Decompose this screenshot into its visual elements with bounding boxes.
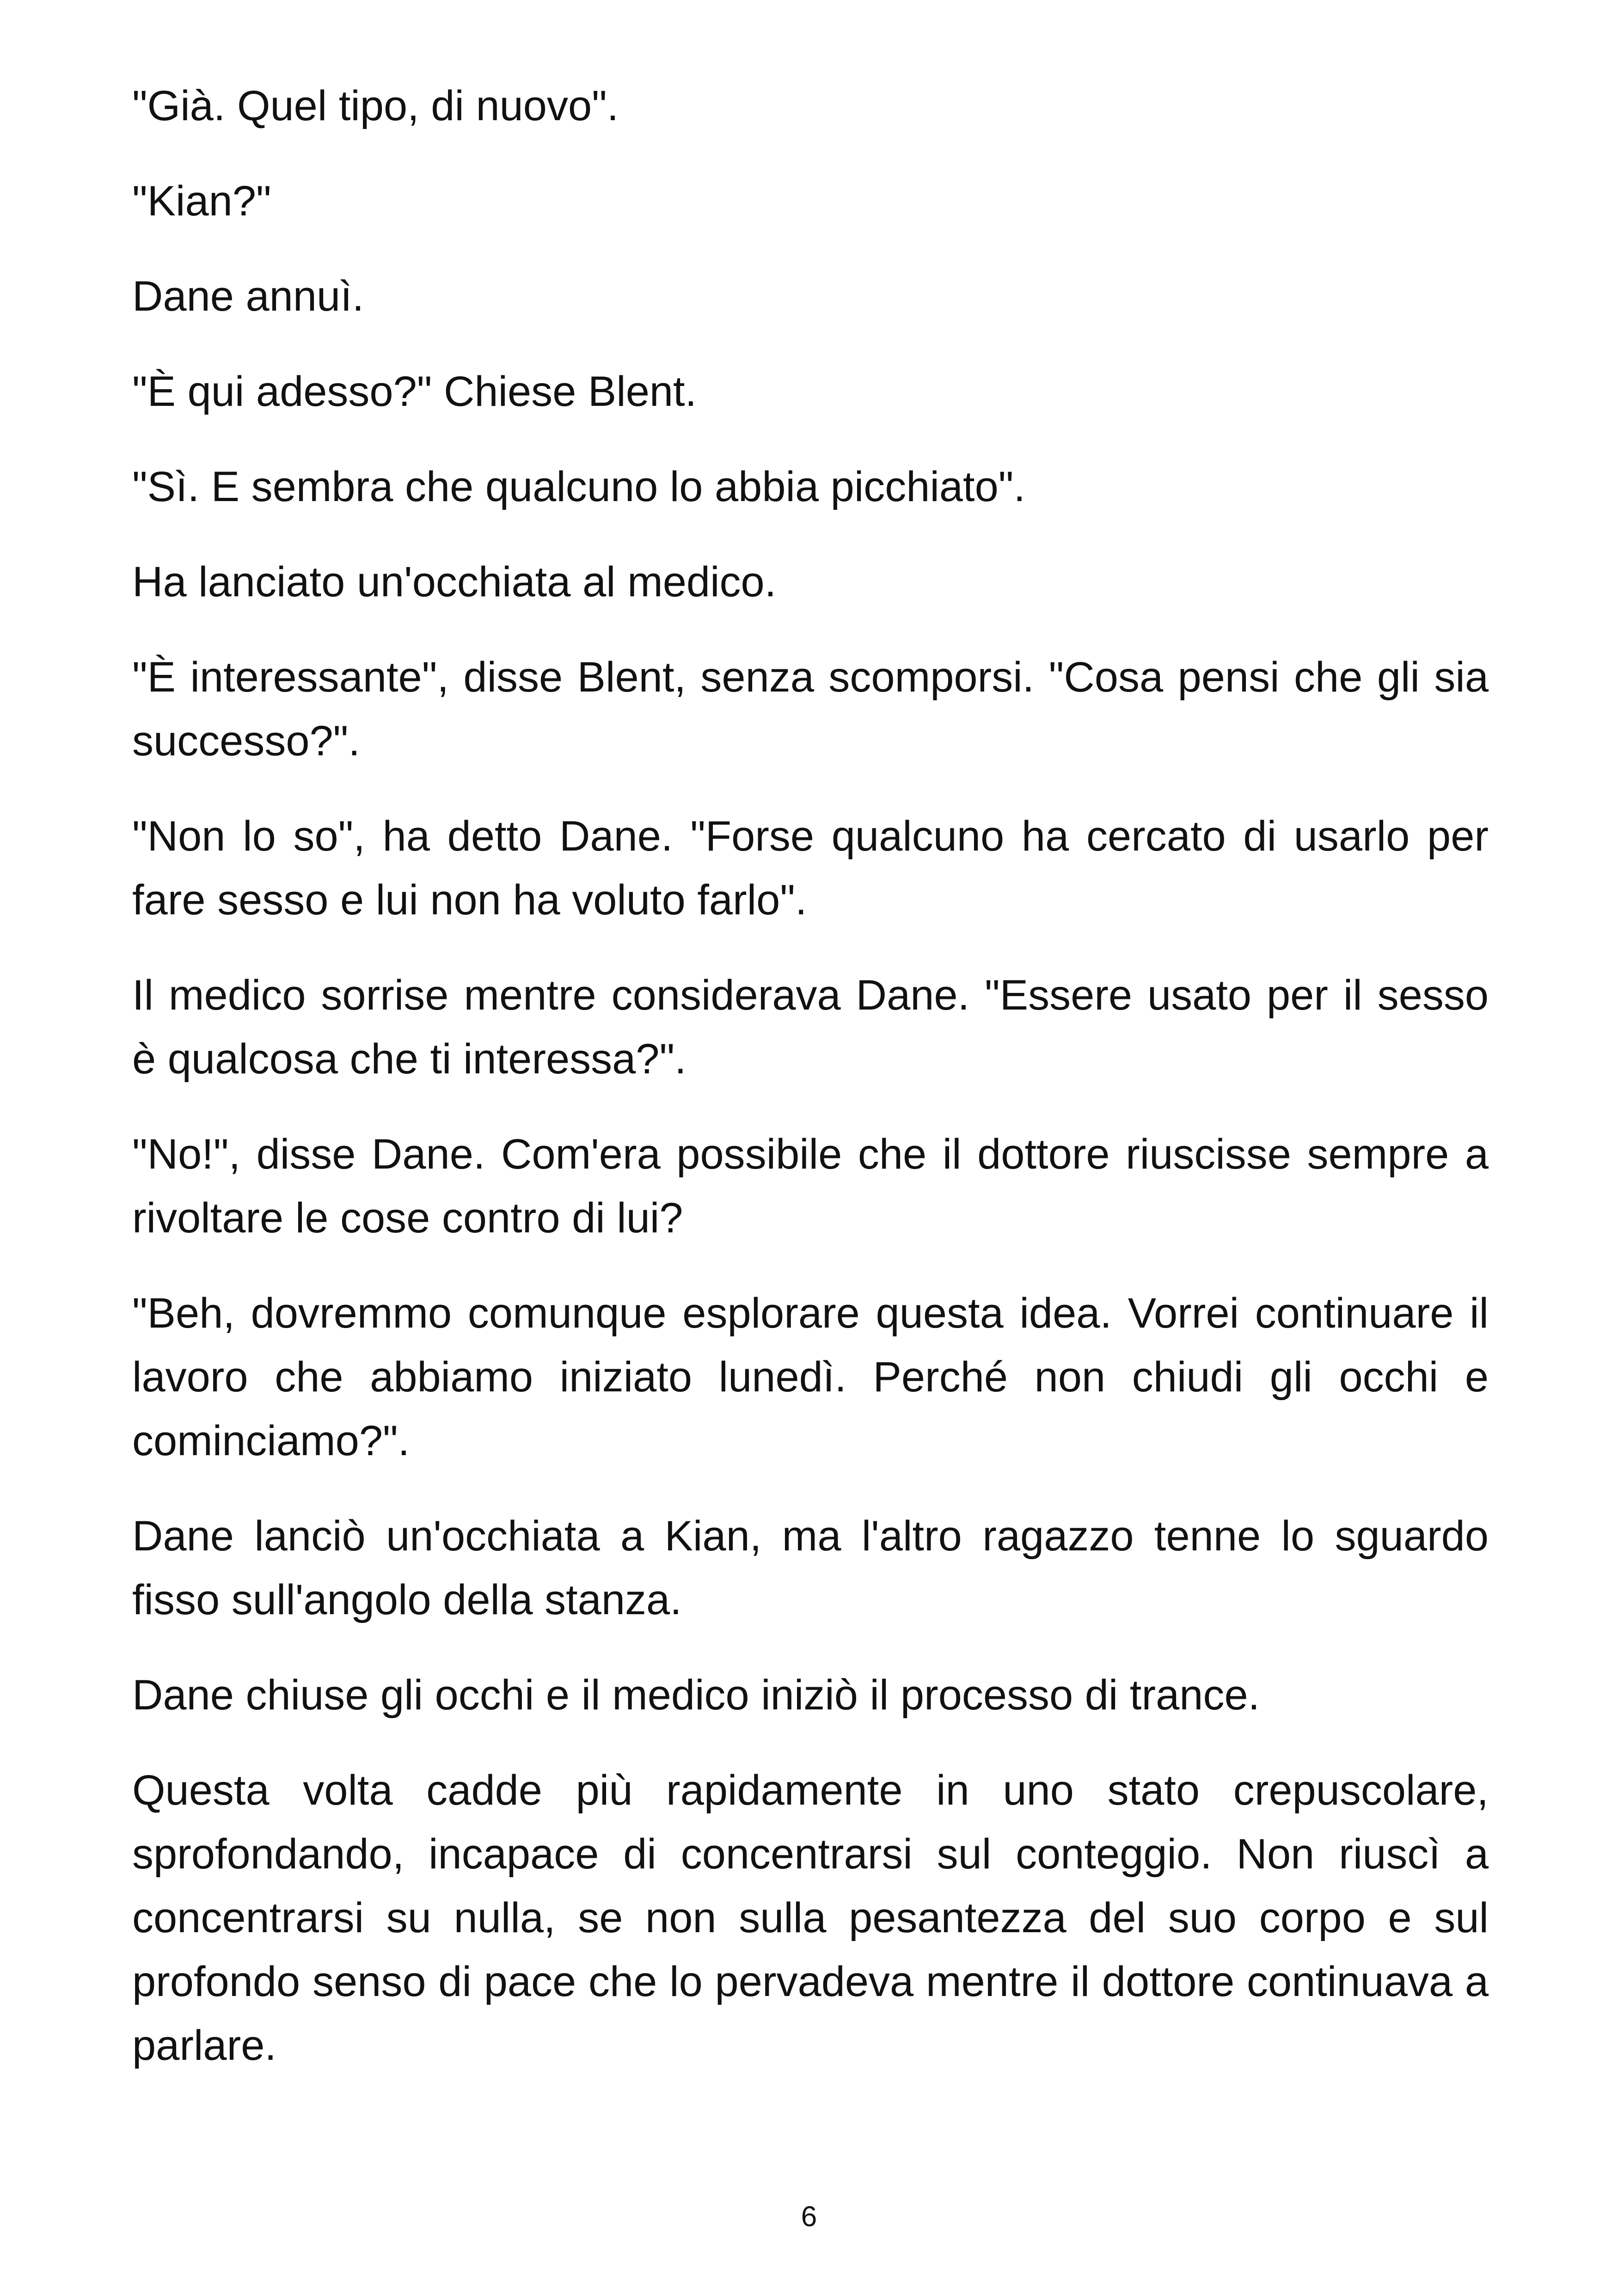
paragraph: "È interessante", disse Blent, senza scomporsi. "Cosa pensi che gli sia successo?". <box>132 654 1489 765</box>
paragraph: Dane lanciò un'occhiata a Kian, ma l'altro ragazzo tenne lo sguardo fisso sull'angolo della stanza. <box>132 1512 1489 1623</box>
page-number: 6 <box>801 2201 817 2233</box>
paragraph: "È qui adesso?" Chiese Blent. <box>132 368 697 415</box>
paragraph: Il medico sorrise mentre considerava Dane. "Essere usato per il sesso è qualcosa che ti interessa?". <box>132 972 1489 1083</box>
paragraph: Ha lanciato un'occhiata al medico. <box>132 558 777 606</box>
paragraph: "Già. Quel tipo, di nuovo". <box>132 82 619 129</box>
paragraph: "Non lo so", ha detto Dane. "Forse qualcuno ha cercato di usarlo per fare sesso e lui non ha voluto farlo". <box>132 813 1489 924</box>
paragraph: Dane chiuse gli occhi e il medico iniziò il processo di trance. <box>132 1671 1260 1719</box>
paragraph: "Kian?" <box>132 178 271 225</box>
body-text <box>132 74 1489 2109</box>
paragraph: "Sì. E sembra che qualcuno lo abbia picchiato". <box>132 463 1025 510</box>
paragraph: "Beh, dovremmo comunque esplorare questa idea. Vorrei continuare il lavoro che abbiamo iniziato lunedì. Perché non chiudi gli occhi e cominciamo?". <box>132 1290 1489 1464</box>
paragraph: Dane annuì. <box>132 273 364 320</box>
paragraph: "No!", disse Dane. Com'era possibile che il dottore riuscisse sempre a rivoltare le cose contro di lui? <box>132 1131 1489 1242</box>
paragraph: Questa volta cadde più rapidamente in uno stato crepuscolare, sprofondando, incapace di concentrarsi sul conteggio. Non riuscì a concentrarsi su nulla, se non sulla pesantezza del suo corpo e sul profondo senso di pace che lo pervadeva mentre il dottore continuava a parlare. <box>132 1767 1489 2069</box>
